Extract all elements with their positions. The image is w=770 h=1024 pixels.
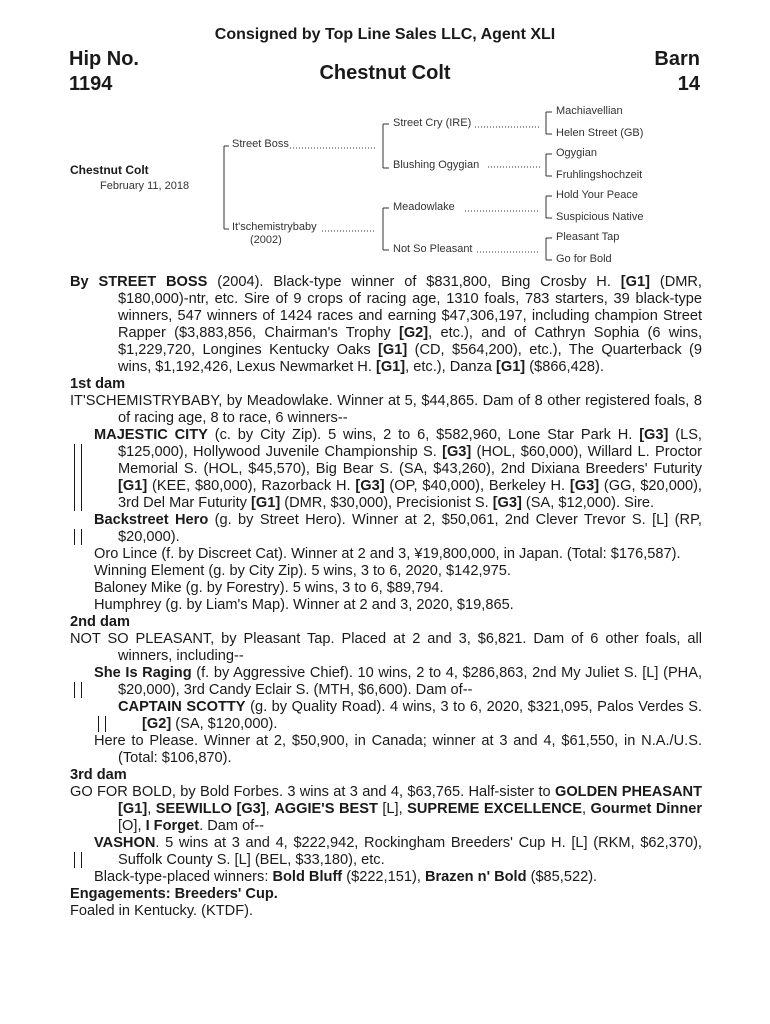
sibling-name: SUPREME EXCELLENCE xyxy=(407,801,582,817)
page-title: Chestnut Colt xyxy=(319,62,451,84)
barn-number: 14 xyxy=(677,73,700,95)
pedigree-sire-sire: Street Cry (IRE) xyxy=(393,117,472,129)
produce-baloney-mike: Baloney Mike (g. by Forestry). 5 wins, 3 to 6, $89,794. xyxy=(94,580,444,596)
pedigree-g5: Hold Your Peace xyxy=(556,189,638,201)
grade-badge: [G1] xyxy=(375,359,406,375)
produce-text: (SA, $120,000). xyxy=(171,716,278,732)
sire-text: (2004). Black-type winner of $831,800, Bing Crosby H. xyxy=(207,274,621,290)
pedigree-sire-dam: Blushing Ogygian xyxy=(393,159,480,171)
sire-text: (DMR, $180,000)-ntr, etc. Sire of 9 crops of racing age, 1310 foals, 783 starters, 39 black-type winners, 547 winners of 1424 races and earning $47,306,197, including champion Street Rapper ($3,883,856, Chairman's Trophy xyxy=(118,274,702,341)
grade-badge: [G3] xyxy=(355,478,385,494)
sibling-name: SEEWILLO [G3] xyxy=(155,801,266,817)
produce-name: Backstreet Hero xyxy=(94,512,209,528)
third-dam-intro xyxy=(70,784,702,835)
produce-backstreet-hero xyxy=(70,512,702,546)
grade-badge: [G2] xyxy=(142,716,172,732)
grade-badge: [G3] xyxy=(569,478,600,494)
third-dam-text: , xyxy=(265,801,275,817)
grade-badge: [G3] xyxy=(639,427,669,443)
foaled-line: Foaled in Kentucky. (KTDF). xyxy=(70,903,254,919)
pedigree-g1: Machiavellian xyxy=(556,105,623,117)
grade-badge: [G1] xyxy=(251,495,281,511)
pedigree-g6: Suspicious Native xyxy=(556,211,644,223)
sire-text: (CD, $564,200), etc.), The Quarterback (9 wins, $1,192,426, Lexus Newmarket H. xyxy=(118,342,703,375)
consignor-line: Consigned by Top Line Sales LLC, Agent XLI xyxy=(214,26,556,43)
third-dam-text: Black-type-placed winners: xyxy=(94,869,273,885)
first-dam-intro: IT'SCHEMISTRYBABY, by Meadowlake. Winner at 5, $44,865. Dam of 8 other registered foals, 8 of racing age, 8 to race, 6 winners-- xyxy=(70,393,702,426)
first-dam-heading: 1st dam xyxy=(70,376,126,392)
pedigree-subject-name: Chestnut Colt xyxy=(70,163,149,177)
sibling-name: GOLDEN PHEASANT [G1] xyxy=(118,784,702,817)
third-dam-text: ($85,522). xyxy=(526,869,598,885)
produce-name: Bold Bluff xyxy=(272,869,343,885)
produce-name: CAPTAIN SCOTTY xyxy=(118,699,246,715)
third-dam-heading: 3rd dam xyxy=(70,767,127,783)
produce-oro-lince: Oro Lince (f. by Discreet Cat). Winner at 2 and 3, ¥19,800,000, in Japan. (Total: $176,587). xyxy=(70,546,702,563)
pedigree-g8: Go for Bold xyxy=(556,253,612,265)
produce-majestic-city xyxy=(70,427,702,512)
produce-text: (c. by City Zip). 5 wins, 2 to 6, $582,960, Lone Star Park H. xyxy=(207,427,640,443)
sibling-name: AGGIE'S BEST xyxy=(274,801,378,817)
produce-name: VASHON xyxy=(94,835,156,851)
pedigree-dam-dam: Not So Pleasant xyxy=(393,243,473,255)
third-dam-text: ($222,151), xyxy=(342,869,425,885)
produce-captain-scotty xyxy=(70,699,702,733)
second-dam-intro: NOT SO PLEASANT, by Pleasant Tap. Placed at 2 and 3, $6,821. Dam of 6 other foals, all winners, including-- xyxy=(70,631,702,664)
produce-name: She Is Raging xyxy=(94,665,192,681)
produce-name: Brazen n' Bold xyxy=(424,869,527,885)
produce-text: (HOL, $60,000), Willard L. Proctor Memorial S. (HOL, $45,570), Big Bear S. (SA, $43,260), 2nd Dixiana Breeders' Futurity xyxy=(118,444,702,477)
barn-label: Barn xyxy=(654,48,700,70)
sire-text: ($866,428). xyxy=(525,359,604,375)
produce-winning-element: Winning Element (g. by City Zip). 5 wins, 3 to 6, 2020, $142,975. xyxy=(94,563,511,579)
produce-text: . 5 wins at 3 and 4, $222,942, Rockingham Breeders' Cup H. [L] (RKM, $62,370), Suffolk County S. [L] (BEL, $33,180), etc. xyxy=(118,835,702,868)
pedigree-chart xyxy=(0,100,770,272)
produce-humphrey: Humphrey (g. by Liam's Map). Winner at 2 and 3, 2020, $19,865. xyxy=(94,597,514,613)
pedigree-g3: Ogygian xyxy=(556,147,597,159)
pedigree-g4: Fruhlingshochzeit xyxy=(556,169,643,181)
pedigree-sire: Street Boss xyxy=(232,138,289,150)
pedigree-dam: It'schemistrybaby xyxy=(232,221,317,233)
produce-text: (GG, $20,000), 3rd Del Mar Futurity xyxy=(118,478,702,511)
sire-text: , etc.), Danza xyxy=(405,359,496,375)
produce-here-to-please: Here to Please. Winner at 2, $50,900, in Canada; winner at 3 and 4, $61,550, in N.A./U.S. (Total: $106,870). xyxy=(94,733,702,766)
sire-paragraph xyxy=(70,274,702,376)
third-dam-text: [O], xyxy=(118,818,146,834)
pedigree-dam-year: (2002) xyxy=(250,234,282,246)
grade-badge: [G3] xyxy=(442,444,472,460)
sibling-name: I Forget xyxy=(145,818,200,834)
hip-label: Hip No. xyxy=(69,48,139,70)
second-dam-heading: 2nd dam xyxy=(70,614,131,630)
grade-badge: [G1] xyxy=(620,274,650,290)
pedigree-g7: Pleasant Tap xyxy=(556,231,620,243)
produce-she-is-raging xyxy=(70,665,702,699)
produce-text: (f. by Aggressive Chief). 10 wins, 2 to 4, $286,863, 2nd My Juliet S. [L] (PHA, $20,000), 3rd Candy Eclair S. (MTH, $6,600). Dam of-- xyxy=(118,665,703,698)
third-dam-text: , xyxy=(581,801,591,817)
produce-text: (OP, $40,000), Berkeley H. xyxy=(384,478,570,494)
engagements-line: Engagements: Breeders' Cup. xyxy=(70,886,278,902)
produce-text: (KEE, $80,000), Razorback H. xyxy=(147,478,356,494)
produce-text: (DMR, $30,000), Precisionist S. xyxy=(280,495,493,511)
pedigree-dam-sire: Meadowlake xyxy=(393,201,455,213)
sire-text: , etc.), and of Cathryn Sophia (6 wins, $1,229,720, Longines Kentucky Oaks xyxy=(118,325,702,358)
third-dam-text: [L], xyxy=(377,801,408,817)
grade-badge: [G2] xyxy=(398,325,429,341)
third-dam-text: GO FOR BOLD, by Bold Forbes. 3 wins at 3 and 4, $63,765. Half-sister to xyxy=(70,784,555,800)
third-dam-text: . Dam of-- xyxy=(199,818,264,834)
grade-badge: [G1] xyxy=(118,478,148,494)
produce-vashon xyxy=(70,835,702,869)
sire-name: By STREET BOSS xyxy=(70,274,208,290)
produce-name: MAJESTIC CITY xyxy=(94,427,208,443)
sibling-name: Gourmet Dinner xyxy=(590,801,703,817)
catalog-page-body xyxy=(70,274,702,920)
third-dam-text: , xyxy=(147,801,156,817)
grade-badge: [G1] xyxy=(378,342,408,358)
produce-text: (g. by Quality Road). 4 wins, 3 to 6, 2020, $321,095, Palos Verdes S. xyxy=(245,699,702,715)
produce-text: (LS, $125,000), Hollywood Juvenile Championship S. xyxy=(118,427,702,460)
pedigree-subject-foaled: February 11, 2018 xyxy=(100,180,190,192)
hip-number: 1194 xyxy=(69,73,113,95)
produce-text: (SA, $12,000). Sire. xyxy=(521,495,655,511)
grade-badge: [G1] xyxy=(495,359,526,375)
pedigree-g2: Helen Street (GB) xyxy=(556,127,644,139)
black-type-placed xyxy=(70,869,702,886)
grade-badge: [G3] xyxy=(492,495,522,511)
produce-text: (g. by Street Hero). Winner at 2, $50,061, 2nd Clever Trevor S. [L] (RP, $20,000). xyxy=(118,512,702,545)
